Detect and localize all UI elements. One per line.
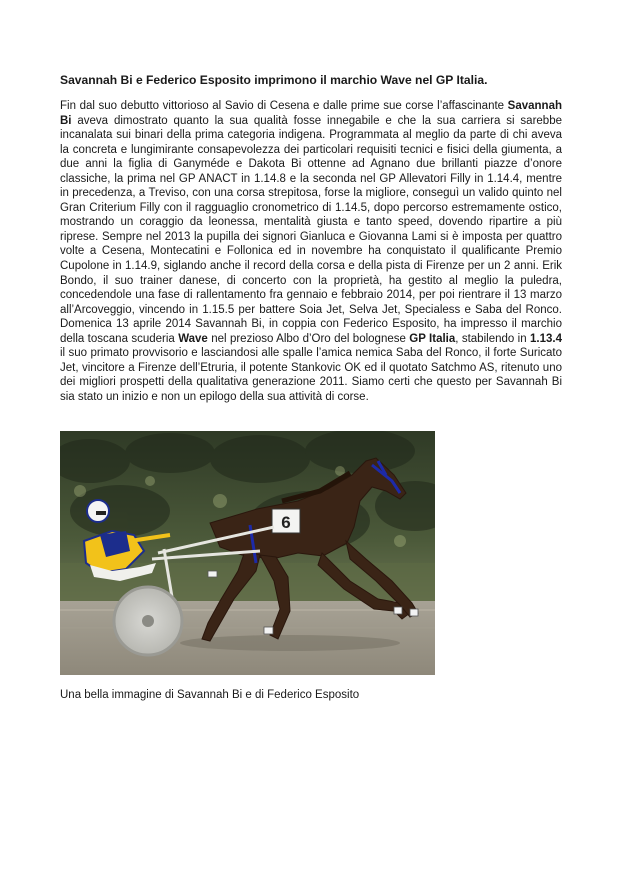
bold-text: Bi xyxy=(60,114,72,127)
body-text-run: due anni la figlia di Ganyméde e Dakota Bi ottenne ad Agnano due brillanti piazze d’onore xyxy=(60,158,562,171)
bold-text: Wave xyxy=(178,332,208,345)
body-text-run: aveva dimostrato quanto la sua qualità fosse innegabile e che la sua carriera si sarebbe xyxy=(71,114,562,127)
body-text-run: Fin dal suo debutto vittorioso al Savio di Cesena e dalle prime sue corse l’affascinante xyxy=(60,100,508,112)
bold-text: 1.13.4 xyxy=(530,332,562,345)
svg-text:6: 6 xyxy=(281,513,291,532)
body-text-run: della toscana scuderia xyxy=(60,332,179,345)
body-text-run: all’Arcoveggio, vincendo in 1.15.5 per battere Soia Jet, Selva Jet, Specialess e Saba del Ronco. xyxy=(60,303,562,316)
photo-caption: Una bella immagine di Savannah Bi e di Federico Esposito xyxy=(60,689,360,701)
body-line xyxy=(60,143,562,158)
body-text-run: in precedenza, a Treviso, con una corsa strepitosa, forse la migliore, conseguì un valido quinto nel xyxy=(60,187,562,200)
body-text-run: il suo primato provvisorio e lasciandosi alle spalle l’amica nemica Saba del Ronco, il forte Suricato xyxy=(60,347,562,360)
body-text-run: dei migliori prospetti della qualitativa generazione 2011. Siamo certi che questo per Savannah Bi xyxy=(60,376,562,389)
body-line xyxy=(60,288,562,303)
article-body xyxy=(60,99,562,404)
body-text-run: Domenica 13 aprile 2014 Savannah Bi, in coppia con Federico Esposito, ha impresso il marchio xyxy=(60,318,562,331)
body-text-run: sia stato un inizio e non un epilogo della sua attività di corse. xyxy=(60,390,369,403)
body-line xyxy=(60,128,562,143)
body-line xyxy=(60,157,562,172)
body-line xyxy=(60,346,562,361)
body-line xyxy=(60,390,562,405)
body-line xyxy=(60,317,562,332)
bold-text: Savannah xyxy=(507,100,562,112)
race-photo xyxy=(60,431,435,675)
article-title: Savannah Bi e Federico Esposito imprimono il marchio Wave nel GP Italia. xyxy=(60,73,488,87)
body-text-run: nel prezioso Albo d’Oro del bolognese xyxy=(207,332,410,345)
body-line xyxy=(60,259,562,274)
body-text-run: classiche, la prima nel GP ANACT in 1.14.8 e la seconda nel GP Allevatori Filly in 1.14.4, mentre xyxy=(60,172,562,185)
body-text-run: Bondo, il suo trainer danese, di concerto con la proprietà, ha gestito al meglio la puledra, xyxy=(60,274,562,287)
body-text-run: mostrando un coraggio da leonessa, mentalità giusta e tanto speed, dovendo ripartire a più xyxy=(60,216,562,229)
sulky-wheel xyxy=(114,587,182,655)
body-line xyxy=(60,99,562,114)
body-line xyxy=(60,274,562,289)
body-line xyxy=(60,244,562,259)
body-line xyxy=(60,201,562,216)
body-line xyxy=(60,230,562,245)
body-text-run: riprese. Sempre nel 2013 la pupilla dei signori Gianluca e Giovanna Lami si è imposta per quattro xyxy=(60,230,562,243)
bold-text: GP Italia xyxy=(409,332,456,345)
body-text-run: Jet, vincitore a Firenze dell’Etruria, il potente Stankovic OK ed il quotato Satchmo AS, ritenuto uno xyxy=(60,361,562,374)
body-line xyxy=(60,186,562,201)
body-text-run: volte a Cesena, Montecatini e Follonica ed in novembre ha conquistato il qualificante Premio xyxy=(60,245,562,258)
body-line xyxy=(60,332,562,347)
saddle-cloth xyxy=(272,509,300,533)
body-line xyxy=(60,172,562,187)
body-text-run: la concreta e lungimirante consapevolezza dei particolari requisiti tecnici e fisici della giumenta, a xyxy=(60,143,562,156)
body-text-run: Cupolone in 1.14.9, siglando anche il record della corsa e della pista di Firenze per un 2 anni. Erik xyxy=(60,260,562,273)
body-text-run: Gran Criterium Filly con il ragguaglio cronometrico di 1.14.5, dopo percorso estremamente ostico, xyxy=(60,201,562,214)
body-line xyxy=(60,303,562,318)
body-text-run: concedendole una fase di rallentamento fra gennaio e febbraio 2014, per poi rientrare il 13 marzo xyxy=(60,289,562,302)
body-text-run: , stabilendo in xyxy=(455,332,530,345)
body-line xyxy=(60,375,562,390)
body-line xyxy=(60,361,562,376)
body-line xyxy=(60,215,562,230)
body-text-run: incanalata sui binari della prima categoria indigena. Programmata al meglio da parte di chi aveva xyxy=(60,129,562,142)
body-line xyxy=(60,114,562,129)
